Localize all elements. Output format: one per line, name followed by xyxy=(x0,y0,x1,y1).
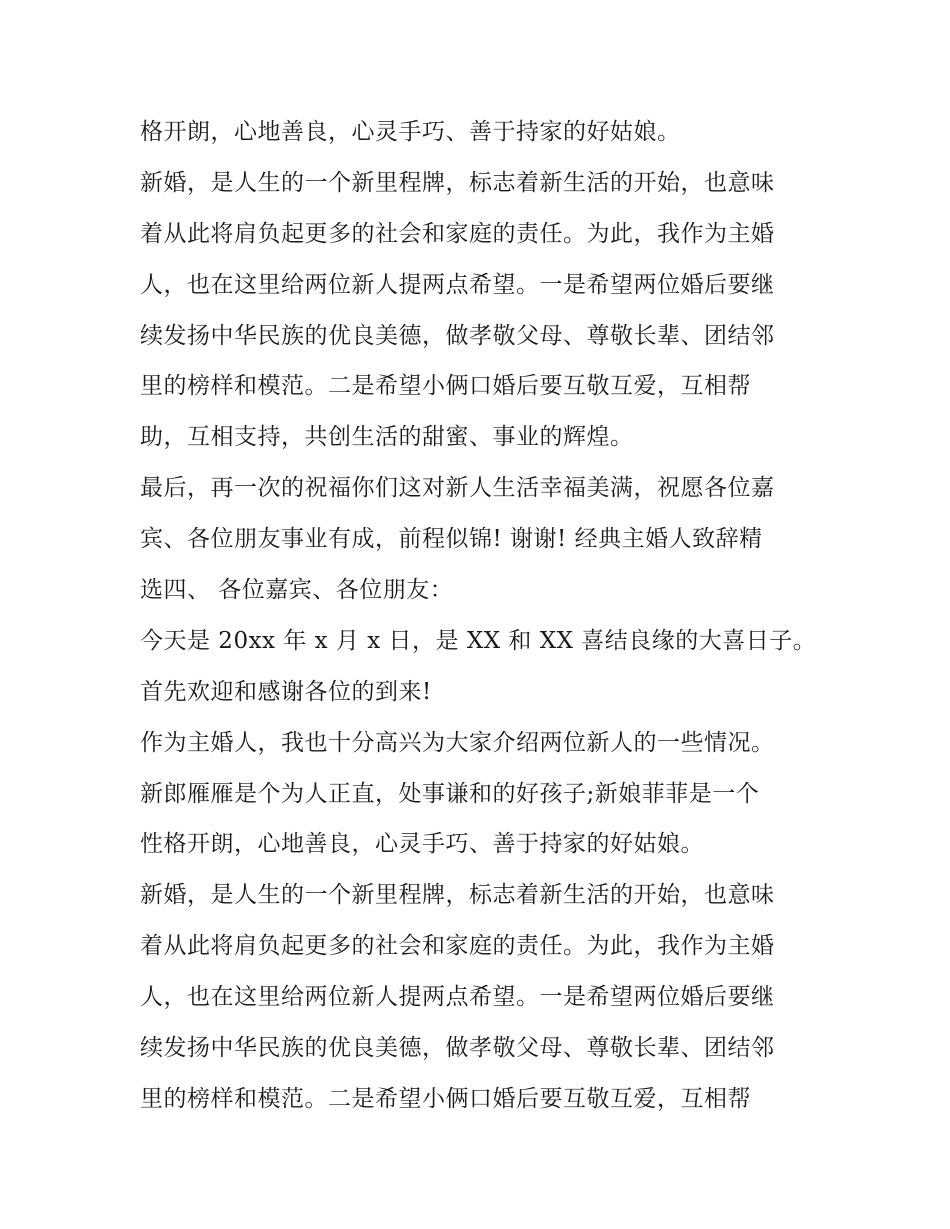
text-line-18: 人，也在这里给两位新人提两点希望。一是希望两位婚后要继 xyxy=(140,984,775,1011)
text-line-12: 首先欢迎和感谢各位的到来! xyxy=(140,678,432,705)
text-line-17: 着从此将肩负起更多的社会和家庭的责任。为此，我作为主婚 xyxy=(140,933,775,960)
text-line-19: 续发扬中华民族的优良美德，做孝敬父母、尊敬长辈、团结邻 xyxy=(140,1035,775,1062)
text-line-20: 里的榜样和模范。二是希望小俩口婚后要互敬互爱，互相帮 xyxy=(140,1085,751,1112)
text-line-3: 着从此将肩负起更多的社会和家庭的责任。为此，我作为主婚 xyxy=(140,220,775,247)
document-body xyxy=(140,107,830,1125)
text-line-14: 新郎雁雁是个为人正直，处事谦和的好孩子;新娘菲菲是一个 xyxy=(140,780,760,807)
text-line-6: 里的榜样和模范。二是希望小俩口婚后要互敬互爱，互相帮 xyxy=(140,373,751,400)
text-line-15: 性格开朗，心地善良，心灵手巧、善于持家的好姑娘。 xyxy=(140,831,704,858)
text-line-5: 续发扬中华民族的优良美德，做孝敬父母、尊敬长辈、团结邻 xyxy=(140,322,775,349)
text-line-13: 作为主婚人，我也十分高兴为大家介绍两位新人的一些情况。 xyxy=(140,729,775,756)
text-line-1: 格开朗，心地善良，心灵手巧、善于持家的好姑娘。 xyxy=(140,119,681,145)
text-line-4: 人，也在这里给两位新人提两点希望。一是希望两位婚后要继 xyxy=(140,271,775,298)
text-line-10: 选四、 各位嘉宾、各位朋友： xyxy=(140,577,454,604)
text-line-8: 最后，再一次的祝福你们这对新人生活幸福美满，祝愿各位嘉 xyxy=(140,475,775,502)
text-line-9: 宾、各位朋友事业有成，前程似锦! 谢谢! 经典主婚人致辞精 xyxy=(140,526,763,553)
text-line-7: 助，互相支持，共创生活的甜蜜、事业的辉煌。 xyxy=(140,424,634,451)
text-line-16: 新婚，是人生的一个新里程牌，标志着新生活的开始，也意味 xyxy=(140,882,775,909)
text-line-2: 新婚，是人生的一个新里程牌，标志着新生活的开始，也意味 xyxy=(140,169,775,196)
text-line-11: 今天是 20xx 年 x 月 x 日，是 XX 和 XX 喜结良缘的大喜日子。 xyxy=(140,627,817,654)
